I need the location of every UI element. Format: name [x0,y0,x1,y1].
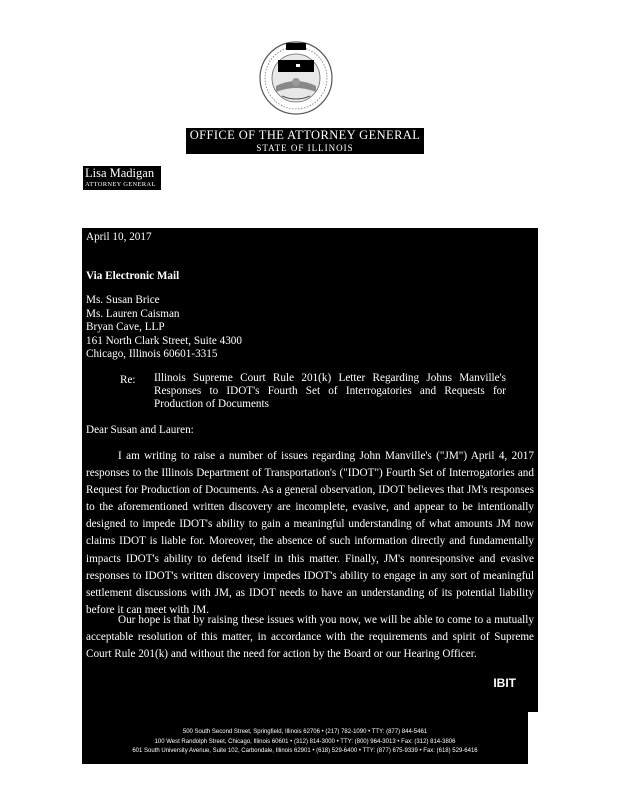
letter-date: April 10, 2017 [86,231,152,243]
body-paragraph: Our hope is that by raising these issues with you now, we will be able to come to a mutually acceptable resolution of this matter, in accordance with the requirements and spirit of Supreme Court Rule 201(k) and without the need for action by the Board or our Hearing Officer. [86,614,534,661]
footer-address-line: 500 South Second Street, Springfield, Illinois 62706 • (217) 782-1090 • TTY: (877) 844-5461 [182,729,428,735]
address-line: Chicago, Illinois 60601-3315 [86,348,218,361]
salutation: Dear Susan and Lauren: [86,424,194,436]
recipient-address [86,294,242,362]
body-paragraph: I am writing to raise a number of issues regarding John Manville's ("JM") April 4, 2017 responses to the Illinois Department of Transportation's ("IDOT") Fourth Set of Interrogatories and Request for Production of Documents. As a general observation, IDOT believes that JM's responses to the aforementioned written discovery are incomplete, evasive, and appear to be intentionally designed to impede IDOT's ability to gain a meaningful understanding of what amounts JM now claims IDOT is liable for. Moreover, the absence of such information directly and fundamentally impacts IDOT's ability to defend itself in this matter. Finally, JM's nonresponsive and evasive responses to IDOT's written discovery impedes IDOT's ability to engage in any sort of meaningful settlement discussions with JM, as IDOT needs to have an understanding of its potential liability before it can meet with JM. [86,450,534,616]
state-seal-icon [258,40,334,116]
address-line: Ms. Lauren Caisman [86,307,180,320]
exhibit-stamp: IBIT [493,676,516,690]
state-subtitle: STATE OF ILLINOIS [186,142,424,154]
address-line: 161 North Clark Street, Suite 4300 [86,334,242,347]
subject-label: Re: [120,374,136,386]
address-line: Bryan Cave, LLP [86,321,165,334]
attorney-general-title: ATTORNEY GENERAL [83,180,161,190]
office-title: OFFICE OF THE ATTORNEY GENERAL [186,128,424,142]
address-line: Ms. Susan Brice [86,294,160,306]
subject-text: Illinois Supreme Court Rule 201(k) Letter Regarding Johns Manville's Responses to IDOT's Fourth Set of Interrogatories and Requests for Production of Documents [154,372,506,410]
footer-address-line: 601 South University Avenue, Suite 102, Carbondale, Illinois 62901 • (618) 529-6400 • TTY: (877) 675-9339 • Fax: (618) 529-6416 [132,748,478,754]
footer-address-line: 100 West Randolph Street, Chicago, Illinois 60601 • (312) 814-3000 • TTY: (800) 964-3013 • Fax: (312) 814-3806 [154,738,456,745]
letterhead-footer [82,712,528,764]
letter-body [82,228,538,712]
delivery-method: Via Electronic Mail [86,270,180,282]
attorney-general-name: Lisa Madigan [83,166,161,180]
